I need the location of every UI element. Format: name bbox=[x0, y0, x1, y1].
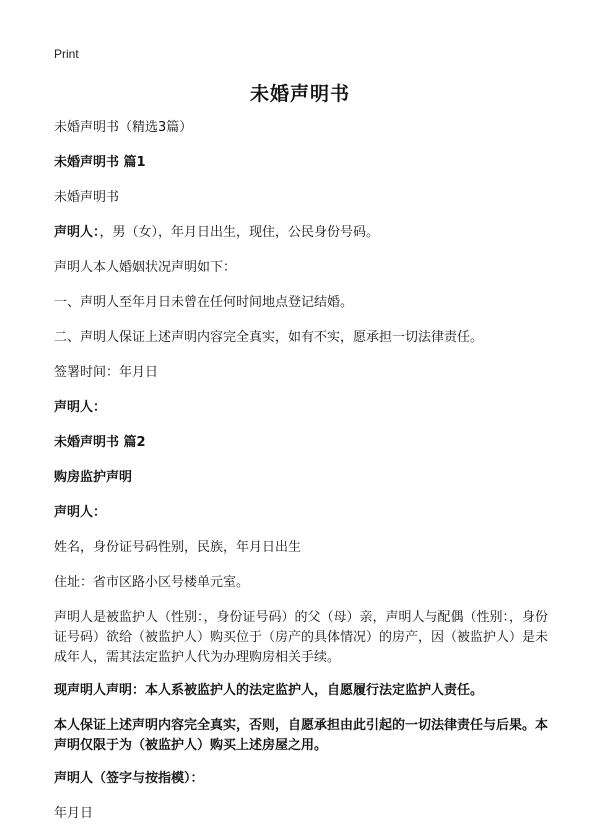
section2-heading: 未婚声明书 篇2 bbox=[54, 435, 146, 450]
section2-guarantee: 本人保证上述声明内容完全真实，否则，自愿承担由此引起的一切法律责任与后果。本声明仅限于为（被监护人）购买上述房屋之用。 bbox=[54, 718, 549, 753]
section1-declarant-text: ，男（女），年月日出生，现住，公民身份号码。 bbox=[99, 225, 380, 240]
intro-line: 未婚声明书（精选3篇） bbox=[54, 120, 193, 135]
section2-name-line: 姓名，身份证号码性别，民族，年月日出生 bbox=[54, 540, 302, 555]
section1-declarant-label: 声明人： bbox=[54, 225, 100, 240]
section1-sign-time: 签署时间：年月日 bbox=[54, 365, 159, 380]
print-label: Print bbox=[54, 47, 79, 61]
section2-subtitle: 购房监护声明 bbox=[54, 470, 133, 485]
section1-item2: 二、声明人保证上述声明内容完全真实，如有不实，愿承担一切法律责任。 bbox=[54, 330, 484, 345]
section2-responsibility: 现声明人声明：本人系被监护人的法定监护人，自愿履行法定监护人责任。 bbox=[54, 683, 484, 698]
section2-declarant-label: 声明人： bbox=[54, 505, 107, 520]
section2-address-line: 住址：省市区路小区号楼单元室。 bbox=[54, 575, 250, 590]
section1-subtitle: 未婚声明书 bbox=[54, 190, 120, 205]
section1-status-intro: 声明人本人婚姻状况声明如下： bbox=[54, 260, 237, 275]
section1-declarant-line bbox=[54, 223, 554, 243]
section1-heading: 未婚声明书 篇1 bbox=[54, 155, 146, 170]
section2-date: 年月日 bbox=[54, 806, 94, 821]
section2-sign-label: 声明人（签字与按指模）： bbox=[54, 771, 204, 786]
section2-guardian-text: 声明人是被监护人（性别：，身份证号码）的父（母）亲，声明人与配偶（性别：，身份证号码）欲给（被监护人）购买位于（房产的具体情况）的房产，因（被监护人）是未成年人，需其法定监护人代为办理购房相关手续。 bbox=[54, 610, 549, 665]
section1-item1: 一、声明人至年月日未曾在任何时间地点登记结婚。 bbox=[54, 295, 354, 310]
document-title: 未婚声明书 bbox=[249, 83, 350, 105]
document-body bbox=[54, 118, 554, 839]
section1-signature: 声明人： bbox=[54, 400, 107, 415]
